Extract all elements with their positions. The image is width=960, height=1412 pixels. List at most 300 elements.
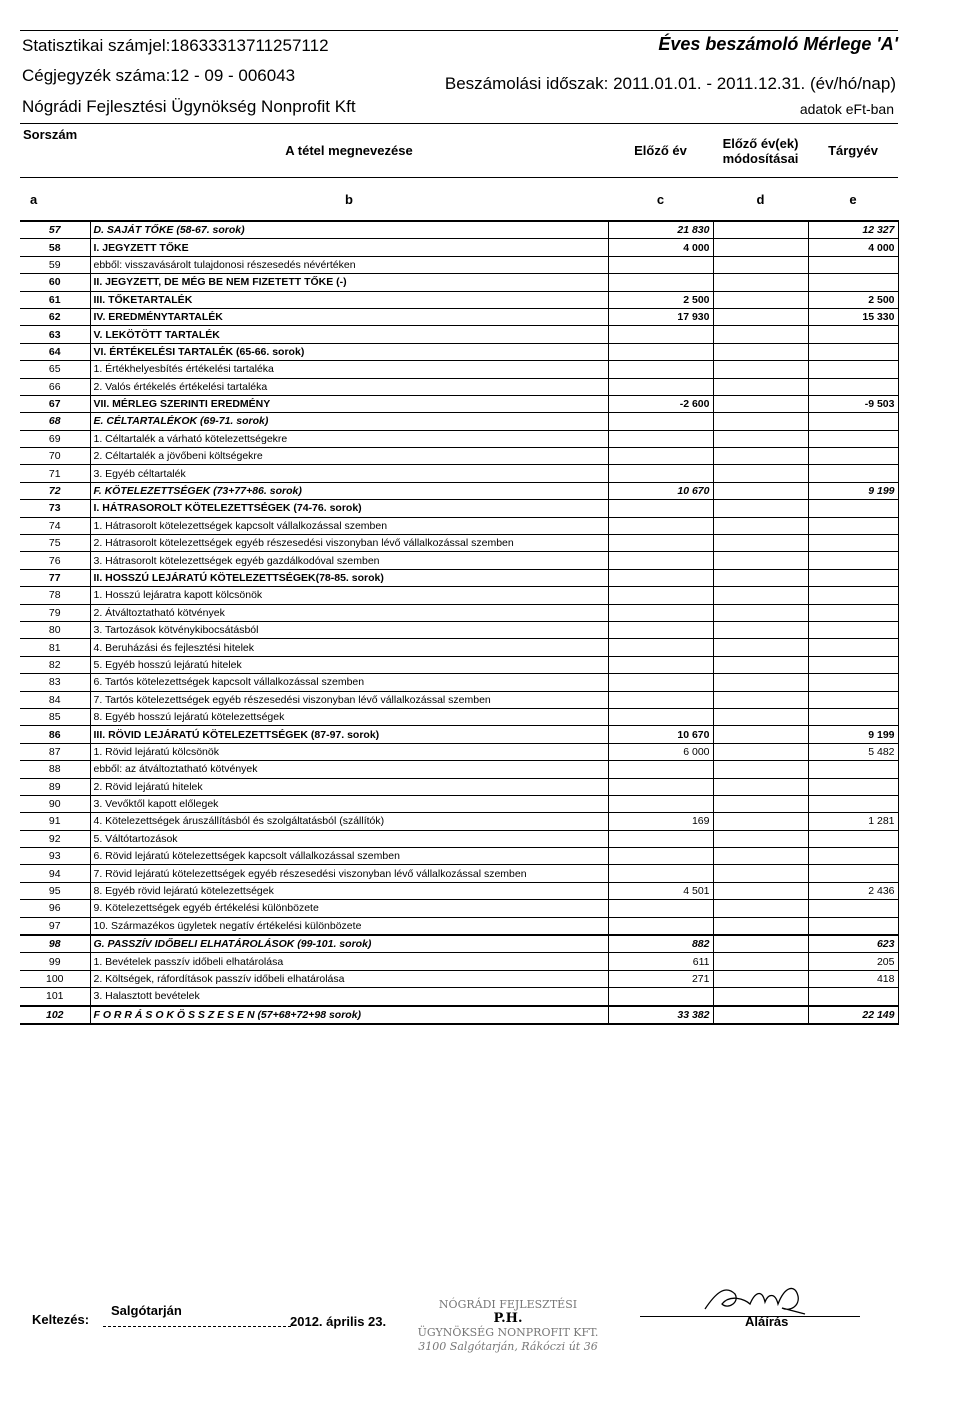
modification-value xyxy=(713,865,808,882)
row-label: III. RÖVID LEJÁRATÚ KÖTELEZETTSÉGEK (87-97. sorok) xyxy=(90,726,608,743)
current-year-value xyxy=(808,691,898,708)
row-label: VII. MÉRLEG SZERINTI EREDMÉNY xyxy=(90,395,608,412)
prev-year-value xyxy=(608,708,713,725)
row-label: 9. Kötelezettségek egyéb értékelési különbözete xyxy=(90,900,608,917)
current-year-value: 2 436 xyxy=(808,882,898,899)
prev-year-value xyxy=(608,639,713,656)
row-label: 7. Rövid lejáratú kötelezettségek egyéb részesedési viszonyban lévő vállalkozással szemben xyxy=(90,865,608,882)
prev-year-value xyxy=(608,465,713,482)
table-row xyxy=(20,361,898,378)
prev-year-value: 4 501 xyxy=(608,882,713,899)
current-year-value xyxy=(808,865,898,882)
modification-value xyxy=(713,848,808,865)
prev-year-value xyxy=(608,326,713,343)
row-label: 6. Tartós kötelezettségek kapcsolt vállalkozással szemben xyxy=(90,674,608,691)
prev-year-value xyxy=(608,988,713,1006)
date-label: Keltezés: xyxy=(32,1312,90,1327)
prev-year-value: 4 000 xyxy=(608,239,713,256)
table-row xyxy=(20,378,898,395)
row-number: 57 xyxy=(20,221,90,239)
modification-value xyxy=(713,953,808,970)
row-number: 59 xyxy=(20,256,90,273)
current-year-value xyxy=(808,361,898,378)
modification-value xyxy=(713,221,808,239)
modification-value xyxy=(713,795,808,812)
row-number: 60 xyxy=(20,274,90,291)
row-label: 3. Tartozások kötvénykibocsátásból xyxy=(90,621,608,638)
table-row xyxy=(20,761,898,778)
row-number: 102 xyxy=(20,1006,90,1024)
row-number: 93 xyxy=(20,848,90,865)
col-letter: e xyxy=(808,178,898,222)
modification-value xyxy=(713,900,808,917)
current-year-value xyxy=(808,430,898,447)
table-row xyxy=(20,639,898,656)
col-letter: c xyxy=(608,178,713,222)
col-letter: d xyxy=(713,178,808,222)
table-row xyxy=(20,535,898,552)
signature-label: Aláírás xyxy=(745,1314,789,1329)
prev-year-value: 33 382 xyxy=(608,1006,713,1024)
table-row xyxy=(20,935,898,953)
modification-value xyxy=(713,656,808,673)
row-number: 86 xyxy=(20,726,90,743)
row-label: 8. Egyéb hosszú lejáratú kötelezettségek xyxy=(90,708,608,725)
current-year-value xyxy=(808,517,898,534)
prev-year-value xyxy=(608,517,713,534)
row-number: 101 xyxy=(20,988,90,1006)
modification-value xyxy=(713,378,808,395)
modification-value xyxy=(713,482,808,499)
modification-value xyxy=(713,274,808,291)
prev-year-value: 2 500 xyxy=(608,291,713,308)
modification-value xyxy=(713,569,808,586)
current-year-value xyxy=(808,326,898,343)
table-row xyxy=(20,587,898,604)
row-number: 92 xyxy=(20,830,90,847)
current-year-value xyxy=(808,378,898,395)
row-label: 2. Hátrasorolt kötelezettségek egyéb részesedési viszonyban lévő vállalkozással szemben xyxy=(90,535,608,552)
table-row xyxy=(20,256,898,273)
table-row xyxy=(20,848,898,865)
table-row xyxy=(20,830,898,847)
prev-year-value xyxy=(608,552,713,569)
modification-value xyxy=(713,430,808,447)
prev-year-value xyxy=(608,674,713,691)
current-year-value xyxy=(808,274,898,291)
row-number: 91 xyxy=(20,813,90,830)
prev-year-value xyxy=(608,274,713,291)
prev-year-value xyxy=(608,621,713,638)
place: Salgótarján xyxy=(103,1303,291,1327)
row-number: 58 xyxy=(20,239,90,256)
row-number: 96 xyxy=(20,900,90,917)
prev-year-value xyxy=(608,778,713,795)
row-number: 72 xyxy=(20,482,90,499)
row-label: II. JEGYZETT, DE MÉG BE NEM FIZETETT TŐKE (-) xyxy=(90,274,608,291)
row-number: 80 xyxy=(20,621,90,638)
table-row xyxy=(20,674,898,691)
current-year-value xyxy=(808,761,898,778)
row-number: 84 xyxy=(20,691,90,708)
modification-value xyxy=(713,587,808,604)
row-label: 7. Tartós kötelezettségek egyéb részesedési viszonyban lévő vállalkozással szemben xyxy=(90,691,608,708)
prev-year-value xyxy=(608,378,713,395)
current-year-value xyxy=(808,448,898,465)
current-year-value: 623 xyxy=(808,935,898,953)
table-row xyxy=(20,326,898,343)
row-label: 1. Céltartalék a várható kötelezettségekre xyxy=(90,430,608,447)
prev-year-value xyxy=(608,691,713,708)
row-label: 5. Egyéb hosszú lejáratú hitelek xyxy=(90,656,608,673)
table-row xyxy=(20,604,898,621)
table-row xyxy=(20,691,898,708)
prev-year-value xyxy=(608,430,713,447)
row-number: 67 xyxy=(20,395,90,412)
row-label: 3. Egyéb céltartalék xyxy=(90,465,608,482)
prev-year-value xyxy=(608,448,713,465)
col-header-name: A tétel megnevezése xyxy=(90,124,608,178)
balance-sheet-page xyxy=(20,30,898,1025)
row-label: 2. Rövid lejáratú hitelek xyxy=(90,778,608,795)
table-row xyxy=(20,517,898,534)
modification-value xyxy=(713,535,808,552)
modification-value xyxy=(713,395,808,412)
row-number: 68 xyxy=(20,413,90,430)
current-year-value xyxy=(808,795,898,812)
row-number: 70 xyxy=(20,448,90,465)
table-row xyxy=(20,308,898,325)
current-year-value xyxy=(808,674,898,691)
current-year-value: 1 281 xyxy=(808,813,898,830)
modification-value xyxy=(713,517,808,534)
stamp-line-2: ÜGYNÖKSÉG NONPROFIT KFT. xyxy=(417,1326,599,1339)
current-year-value: 5 482 xyxy=(808,743,898,760)
current-year-value: 4 000 xyxy=(808,239,898,256)
prev-year-value xyxy=(608,343,713,360)
row-number: 62 xyxy=(20,308,90,325)
current-year-value: 205 xyxy=(808,953,898,970)
row-number: 100 xyxy=(20,970,90,987)
table-row xyxy=(20,953,898,970)
modification-value xyxy=(713,604,808,621)
prev-year-value: 21 830 xyxy=(608,221,713,239)
modification-value xyxy=(713,743,808,760)
current-year-value xyxy=(808,830,898,847)
modification-value xyxy=(713,917,808,935)
row-number: 66 xyxy=(20,378,90,395)
row-label: 3. Hátrasorolt kötelezettségek egyéb gazdálkodóval szemben xyxy=(90,552,608,569)
modification-value xyxy=(713,291,808,308)
row-label: V. LEKÖTÖTT TARTALÉK xyxy=(90,326,608,343)
current-year-value xyxy=(808,500,898,517)
row-number: 81 xyxy=(20,639,90,656)
modification-value xyxy=(713,813,808,830)
modification-value xyxy=(713,778,808,795)
row-label: IV. EREDMÉNYTARTALÉK xyxy=(90,308,608,325)
row-label: F. KÖTELEZETTSÉGEK (73+77+86. sorok) xyxy=(90,482,608,499)
modification-value xyxy=(713,882,808,899)
modification-value xyxy=(713,326,808,343)
row-number: 75 xyxy=(20,535,90,552)
footer xyxy=(0,1292,960,1352)
current-year-value xyxy=(808,569,898,586)
prev-year-value: 882 xyxy=(608,935,713,953)
current-year-value: 2 500 xyxy=(808,291,898,308)
prev-year-value xyxy=(608,865,713,882)
prev-year-value xyxy=(608,413,713,430)
table-row xyxy=(20,813,898,830)
row-label: 1. Rövid lejáratú kölcsönök xyxy=(90,743,608,760)
row-number: 61 xyxy=(20,291,90,308)
prev-year-value: 611 xyxy=(608,953,713,970)
stamp-line-3: 3100 Salgótarján, Rákóczi út 36 xyxy=(418,1340,598,1353)
table-row xyxy=(20,448,898,465)
prev-year-value xyxy=(608,500,713,517)
col-header-sorszam: Sorszám xyxy=(20,124,90,178)
row-label: 2. Átváltoztatható kötvények xyxy=(90,604,608,621)
current-year-value xyxy=(808,535,898,552)
row-number: 94 xyxy=(20,865,90,882)
table-row xyxy=(20,970,898,987)
col-letter: a xyxy=(20,178,90,222)
row-number: 65 xyxy=(20,361,90,378)
modification-value xyxy=(713,621,808,638)
table-row xyxy=(20,291,898,308)
unit-note: adatok eFt-ban xyxy=(799,101,894,117)
current-year-value xyxy=(808,256,898,273)
prev-year-value: 271 xyxy=(608,970,713,987)
row-number: 98 xyxy=(20,935,90,953)
modification-value xyxy=(713,308,808,325)
current-year-value xyxy=(808,639,898,656)
row-label: 5. Váltótartozások xyxy=(90,830,608,847)
modification-value xyxy=(713,552,808,569)
row-number: 89 xyxy=(20,778,90,795)
table-row xyxy=(20,726,898,743)
row-label: 1. Hátrasorolt kötelezettségek kapcsolt vállalkozással szemben xyxy=(90,517,608,534)
row-number: 88 xyxy=(20,761,90,778)
current-year-value xyxy=(808,587,898,604)
table-row xyxy=(20,656,898,673)
prev-year-value xyxy=(608,761,713,778)
table-row xyxy=(20,743,898,760)
modification-value xyxy=(713,361,808,378)
table-row xyxy=(20,865,898,882)
prev-year-value: -2 600 xyxy=(608,395,713,412)
row-number: 74 xyxy=(20,517,90,534)
row-number: 73 xyxy=(20,500,90,517)
row-label: D. SAJÁT TŐKE (58-67. sorok) xyxy=(90,221,608,239)
prev-year-value xyxy=(608,900,713,917)
row-number: 77 xyxy=(20,569,90,586)
table-row xyxy=(20,430,898,447)
row-label: F O R R Á S O K Ö S S Z E S E N (57+68+72+98 sorok) xyxy=(90,1006,608,1024)
current-year-value: 418 xyxy=(808,970,898,987)
row-label: 2. Költségek, ráfordítások passzív időbeli elhatárolása xyxy=(90,970,608,987)
current-year-value: 12 327 xyxy=(808,221,898,239)
current-year-value: 9 199 xyxy=(808,482,898,499)
row-label: 6. Rövid lejáratú kötelezettségek kapcsolt vállalkozással szemben xyxy=(90,848,608,865)
current-year-value xyxy=(808,621,898,638)
col-header-modifications: Előző év(ek) módosításai xyxy=(713,124,808,178)
current-year-value xyxy=(808,552,898,569)
stamp-line-1: NÓGRÁDI FEJLESZTÉSI xyxy=(438,1298,578,1311)
prev-year-value xyxy=(608,569,713,586)
row-label: ebből: az átváltoztatható kötvények xyxy=(90,761,608,778)
table-row xyxy=(20,900,898,917)
table-row xyxy=(20,274,898,291)
row-label: 3. Halasztott bevételek xyxy=(90,988,608,1006)
current-year-value xyxy=(808,413,898,430)
table-row xyxy=(20,778,898,795)
row-label: 8. Egyéb rövid lejáratú kötelezettségek xyxy=(90,882,608,899)
prev-year-value: 10 670 xyxy=(608,482,713,499)
modification-value xyxy=(713,988,808,1006)
table-row xyxy=(20,221,898,239)
row-number: 63 xyxy=(20,326,90,343)
table-row xyxy=(20,708,898,725)
row-number: 90 xyxy=(20,795,90,812)
table-row xyxy=(20,413,898,430)
balance-sheet-table xyxy=(20,123,899,1025)
prev-year-value xyxy=(608,917,713,935)
row-label: 1. Értékhelyesbítés értékelési tartaléka xyxy=(90,361,608,378)
prev-year-value xyxy=(608,361,713,378)
current-year-value: 15 330 xyxy=(808,308,898,325)
modification-value xyxy=(713,465,808,482)
table-row xyxy=(20,500,898,517)
prev-year-value xyxy=(608,535,713,552)
modification-value xyxy=(713,674,808,691)
current-year-value: -9 503 xyxy=(808,395,898,412)
modification-value xyxy=(713,639,808,656)
table-row xyxy=(20,917,898,935)
statistical-code: Statisztikai számjel:18633313711257112 xyxy=(22,36,329,55)
current-year-value: 22 149 xyxy=(808,1006,898,1024)
row-number: 87 xyxy=(20,743,90,760)
current-year-value: 9 199 xyxy=(808,726,898,743)
prev-year-value: 6 000 xyxy=(608,743,713,760)
row-label: 1. Hosszú lejáratra kapott kölcsönök xyxy=(90,587,608,604)
row-label: 1. Bevételek passzív időbeli elhatárolása xyxy=(90,953,608,970)
table-row xyxy=(20,465,898,482)
row-label: 10. Származékos ügyletek negatív értékelési különbözete xyxy=(90,917,608,935)
column-header-row xyxy=(20,124,898,178)
row-label: I. HÁTRASOROLT KÖTELEZETTSÉGEK (74-76. sorok) xyxy=(90,500,608,517)
prev-year-value xyxy=(608,656,713,673)
prev-year-value xyxy=(608,587,713,604)
report-header xyxy=(20,30,898,123)
current-year-value xyxy=(808,778,898,795)
row-number: 76 xyxy=(20,552,90,569)
row-number: 99 xyxy=(20,953,90,970)
prev-year-value xyxy=(608,256,713,273)
row-label: E. CÉLTARTALÉKOK (69-71. sorok) xyxy=(90,413,608,430)
current-year-value xyxy=(808,988,898,1006)
row-label: 3. Vevőktől kapott előlegek xyxy=(90,795,608,812)
modification-value xyxy=(713,239,808,256)
table-row xyxy=(20,395,898,412)
prev-year-value xyxy=(608,830,713,847)
company-name: Nógrádi Fejlesztési Ügynökség Nonprofit Kft xyxy=(22,97,356,116)
row-number: 78 xyxy=(20,587,90,604)
signing-date: 2012. április 23. xyxy=(290,1314,387,1329)
modification-value xyxy=(713,256,808,273)
table-row xyxy=(20,239,898,256)
current-year-value xyxy=(808,848,898,865)
row-number: 97 xyxy=(20,917,90,935)
modification-value xyxy=(713,691,808,708)
modification-value xyxy=(713,708,808,725)
prev-year-value: 17 930 xyxy=(608,308,713,325)
modification-value xyxy=(713,1006,808,1024)
prev-year-value xyxy=(608,604,713,621)
row-number: 82 xyxy=(20,656,90,673)
modification-value xyxy=(713,343,808,360)
row-number: 83 xyxy=(20,674,90,691)
prev-year-value xyxy=(608,848,713,865)
row-label: I. JEGYZETT TŐKE xyxy=(90,239,608,256)
company-stamp xyxy=(408,1298,608,1354)
row-label: ebből: visszavásárolt tulajdonosi részesedés névértéken xyxy=(90,256,608,273)
modification-value xyxy=(713,500,808,517)
table-row xyxy=(20,621,898,638)
modification-value xyxy=(713,970,808,987)
table-row xyxy=(20,482,898,499)
modification-value xyxy=(713,761,808,778)
registration-number: Cégjegyzék száma:12 - 09 - 006043 xyxy=(22,66,296,85)
document-title: Éves beszámoló Mérlege 'A' xyxy=(658,34,898,54)
prev-year-value: 169 xyxy=(608,813,713,830)
current-year-value xyxy=(808,343,898,360)
col-header-prev: Előző év xyxy=(608,124,713,178)
modification-value xyxy=(713,413,808,430)
row-number: 69 xyxy=(20,430,90,447)
current-year-value xyxy=(808,656,898,673)
table-row xyxy=(20,988,898,1006)
reporting-period: Beszámolási időszak: 2011.01.01. - 2011.12.31. (év/hó/nap) xyxy=(444,74,896,93)
row-label: III. TŐKETARTALÉK xyxy=(90,291,608,308)
current-year-value xyxy=(808,708,898,725)
row-label: VI. ÉRTÉKELÉSI TARTALÉK (65-66. sorok) xyxy=(90,343,608,360)
table-row xyxy=(20,882,898,899)
modification-value xyxy=(713,448,808,465)
row-label: 4. Beruházási és fejlesztési hitelek xyxy=(90,639,608,656)
prev-year-value xyxy=(608,795,713,812)
row-number: 79 xyxy=(20,604,90,621)
row-label: 2. Valós értékelés értékelési tartaléka xyxy=(90,378,608,395)
column-letter-row xyxy=(20,178,898,222)
table-body xyxy=(20,221,898,1024)
current-year-value xyxy=(808,917,898,935)
row-number: 64 xyxy=(20,343,90,360)
modification-value xyxy=(713,726,808,743)
prev-year-value: 10 670 xyxy=(608,726,713,743)
col-header-current: Tárgyév xyxy=(808,124,898,178)
row-number: 71 xyxy=(20,465,90,482)
current-year-value xyxy=(808,900,898,917)
table-row xyxy=(20,552,898,569)
row-number: 95 xyxy=(20,882,90,899)
stamp-ph: P.H. xyxy=(493,1311,523,1326)
modification-value xyxy=(713,935,808,953)
table-row xyxy=(20,1006,898,1024)
table-row xyxy=(20,343,898,360)
table-row xyxy=(20,569,898,586)
modification-value xyxy=(713,830,808,847)
current-year-value xyxy=(808,465,898,482)
